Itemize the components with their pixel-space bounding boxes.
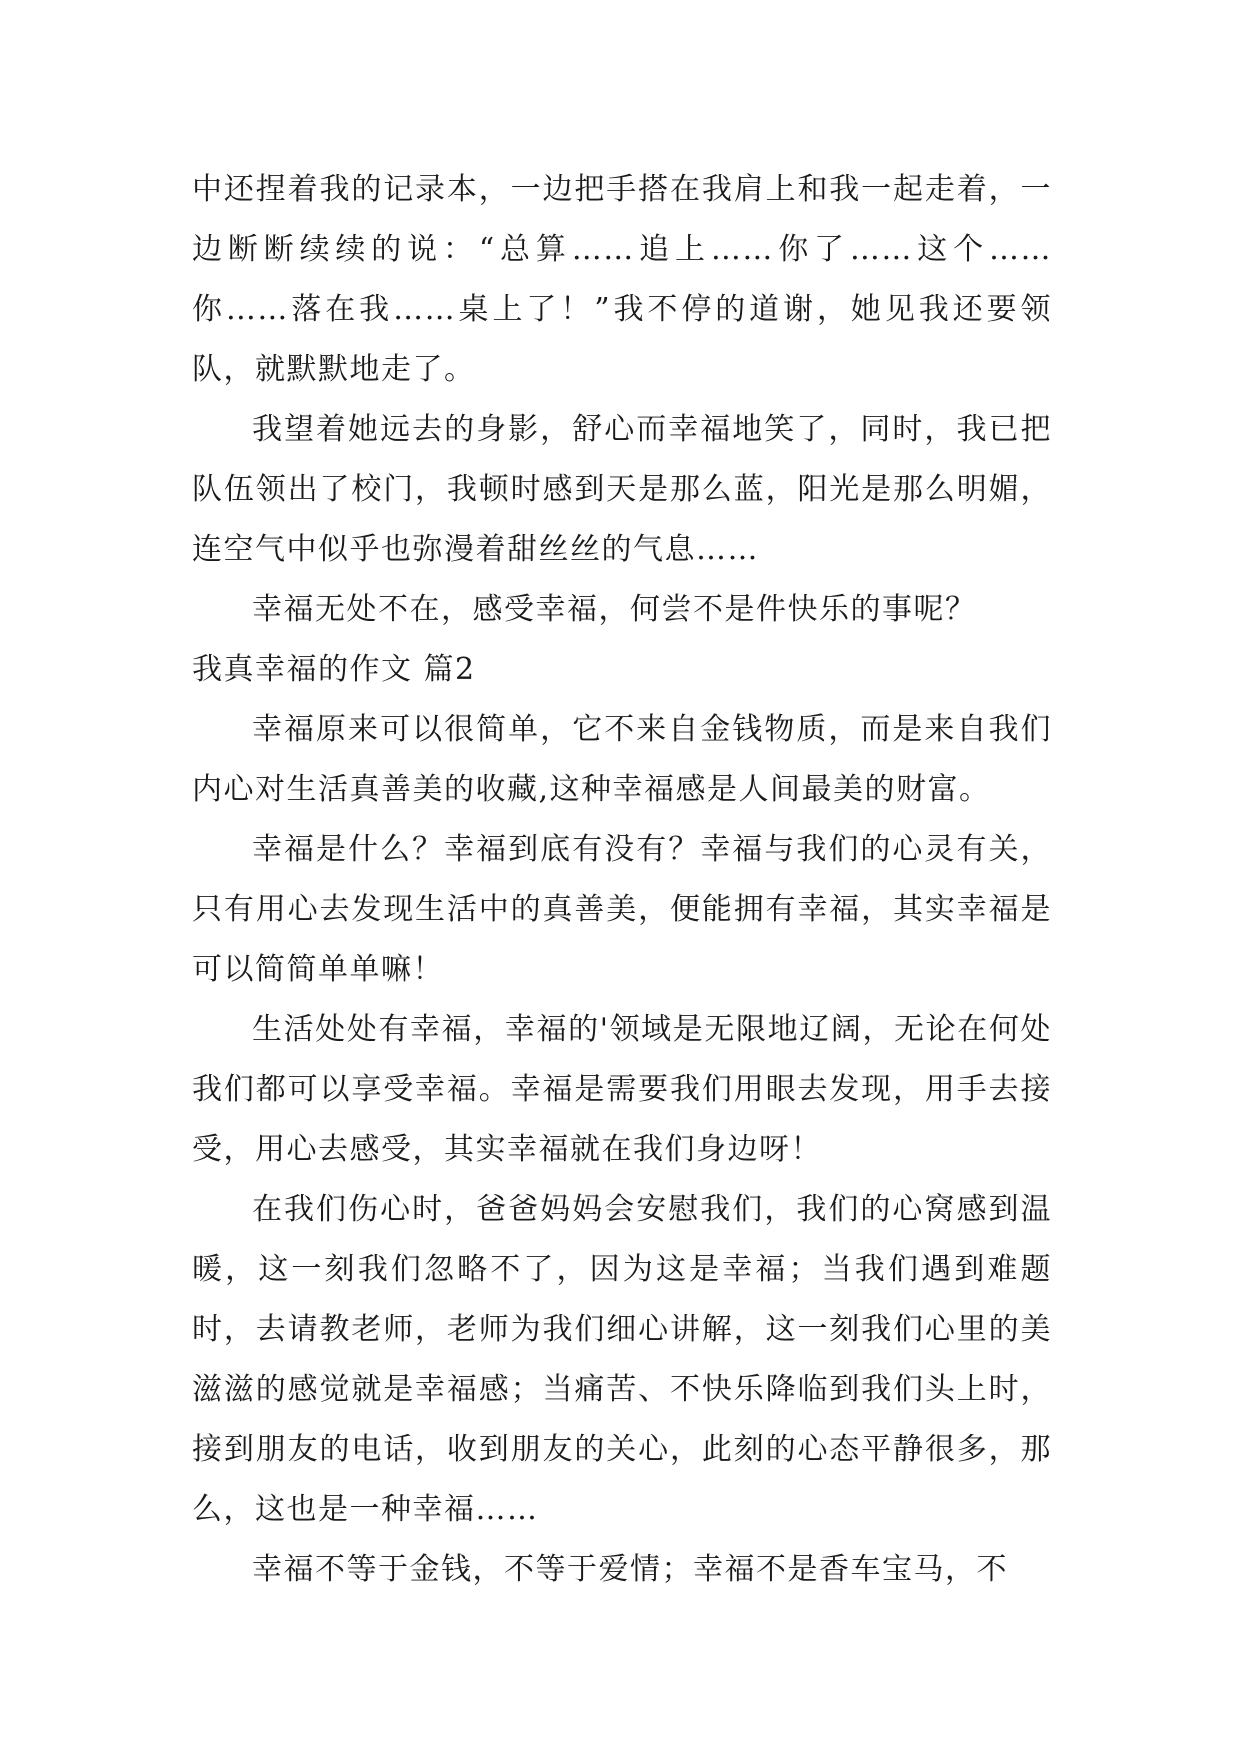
paragraph: 幸福原来可以很简单，它不来自金钱物质，而是来自我们内心对生活真善美的收藏,这种幸福感是人间最美的财富。 xyxy=(192,712,1052,807)
paragraph-continuation: 中还捏着我的记录本，一边把手搭在我肩上和我一起走着，一边断断续续的说：“总算……追上……你了……这个……你……落在我……桌上了！”我不停的道谢，她见我还要领队，就默默地走了。 xyxy=(192,172,1052,387)
paragraph: 幸福不等于金钱，不等于爱情；幸福不是香车宝马，不 xyxy=(252,1552,1008,1587)
section-heading: 我真幸福的作文 篇2 xyxy=(192,652,476,687)
document-body xyxy=(192,160,1052,1600)
paragraph: 幸福是什么？幸福到底有没有？幸福与我们的心灵有关，只有用心去发现生活中的真善美，便能拥有幸福，其实幸福是可以简简单单嘛！ xyxy=(192,832,1052,987)
paragraph: 幸福无处不在，感受幸福，何尝不是件快乐的事呢？ xyxy=(252,592,977,627)
paragraph: 生活处处有幸福，幸福的'领域是无限地辽阔，无论在何处我们都可以享受幸福。幸福是需要我们用眼去发现，用手去接受，用心去感受，其实幸福就在我们身边呀！ xyxy=(192,1012,1052,1167)
paragraph: 我望着她远去的身影，舒心而幸福地笑了，同时，我已把队伍领出了校门，我顿时感到天是那么蓝，阳光是那么明媚，连空气中似乎也弥漫着甜丝丝的气息…… xyxy=(192,412,1052,567)
paragraph: 在我们伤心时，爸爸妈妈会安慰我们，我们的心窝感到温暖，这一刻我们忽略不了，因为这是幸福；当我们遇到难题时，去请教老师，老师为我们细心讲解，这一刻我们心里的美滋滋的感觉就是幸福感；当痛苦、不快乐降临到我们头上时，接到朋友的电话，收到朋友的关心，此刻的心态平静很多，那么，这也是一种幸福…… xyxy=(192,1192,1052,1527)
